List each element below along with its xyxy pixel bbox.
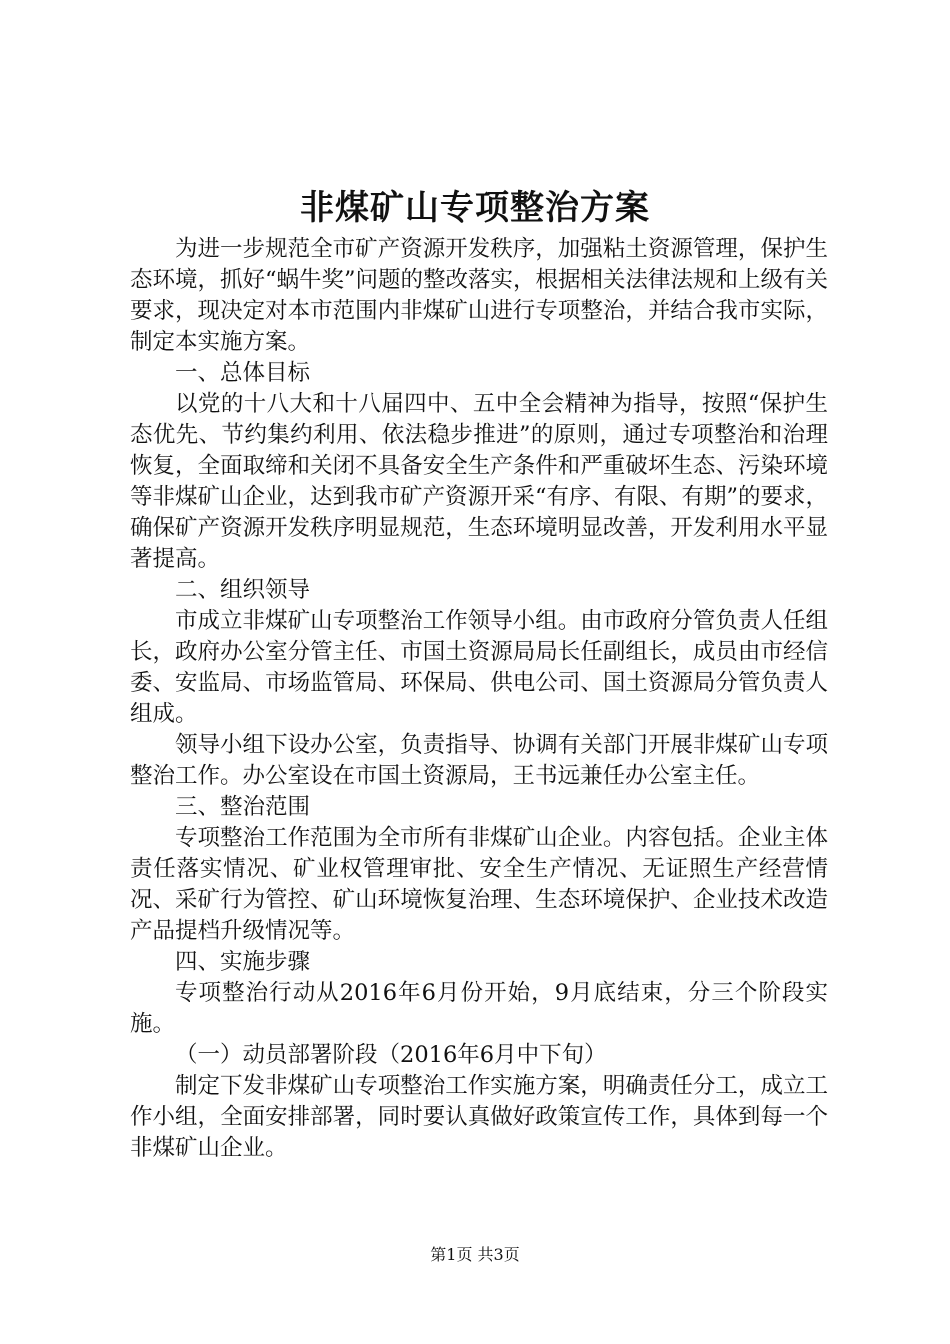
- paragraph-scope: 专项整治工作范围为全市所有非煤矿山企业。内容包括。企业主体责任落实情况、矿业权管理审批、安全生产情况、无证照生产经营情况、采矿行为管控、矿山环境恢复治理、生态环境保护、企业技术改造产品提档升级情况等。: [130, 825, 828, 944]
- paragraph-steps: 专项整治行动从2016年6月份开始，9月底结束，分三个阶段实施。: [130, 980, 828, 1037]
- page-footer: 第1页 共3页: [430, 1245, 520, 1264]
- section-heading-4: 四、实施步骤: [175, 949, 311, 975]
- document-body: [130, 234, 828, 1164]
- subsection-heading-1: （一）动员部署阶段（2016年6月中下旬）: [175, 1042, 607, 1068]
- section-heading-1: 一、总体目标: [175, 360, 311, 386]
- paragraph-office: 领导小组下设办公室，负责指导、协调有关部门开展非煤矿山专项整治工作。办公室设在市国土资源局，王书远兼任办公室主任。: [130, 732, 828, 789]
- paragraph-intro: 为进一步规范全市矿产资源开发秩序，加强粘土资源管理，保护生态环境，抓好“蜗牛奖”问题的整改落实，根据相关法律法规和上级有关要求，现决定对本市范围内非煤矿山进行专项整治，并结合我市实际，制定本实施方案。: [130, 236, 829, 355]
- section-heading-3: 三、整治范围: [175, 794, 311, 820]
- paragraph-goals: 以党的十八大和十八届四中、五中全会精神为指导，按照“保护生态优先、节约集约利用、依法稳步推进”的原则，通过专项整治和治理恢复，全面取缔和关闭不具备安全生产条件和严重破坏生态、污染环境等非煤矿山企业，达到我市矿产资源开采“有序、有限、有期”的要求，确保矿产资源开发秩序明显规范，生态环境明显改善，开发利用水平显著提高。: [130, 391, 829, 572]
- document-title: 非煤矿山专项整治方案: [300, 188, 650, 228]
- paragraph-mobilization: 制定下发非煤矿山专项整治工作实施方案，明确责任分工，成立工作小组，全面安排部署，同时要认真做好政策宣传工作，具体到每一个非煤矿山企业。: [130, 1073, 828, 1161]
- section-heading-2: 二、组织领导: [175, 577, 311, 603]
- paragraph-leadership: 市成立非煤矿山专项整治工作领导小组。由市政府分管负责人任组长，政府办公室分管主任、市国土资源局局长任副组长，成员由市经信委、安监局、市场监管局、环保局、供电公司、国土资源局分管负责人组成。: [130, 608, 828, 727]
